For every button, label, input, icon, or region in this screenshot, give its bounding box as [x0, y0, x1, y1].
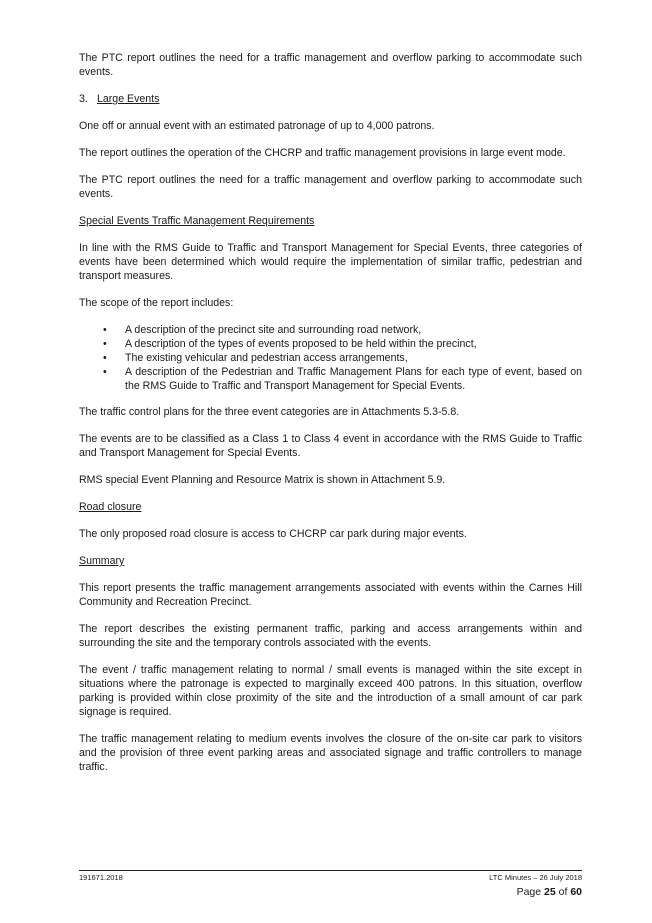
paragraph: One off or annual event with an estimated patronage of up to 4,000 patrons.: [79, 120, 435, 132]
paragraph: RMS special Event Planning and Resource Matrix is shown in Attachment 5.9.: [79, 474, 446, 486]
paragraph: This report presents the traffic management arrangements associated with events within the Carnes Hill Community and Recreation Precinct.: [79, 582, 582, 608]
footer-divider: [79, 870, 582, 871]
scope-bullet-list: [79, 323, 582, 393]
subheading-special-events: Special Events Traffic Management Requirements: [79, 215, 315, 227]
paragraph: The PTC report outlines the need for a traffic management and overflow parking to accommodate such events.: [79, 174, 582, 200]
document-body: [79, 51, 582, 787]
section-heading-large-events: [79, 92, 582, 106]
footer-reference: 191671.2018: [79, 873, 123, 882]
paragraph: The event / traffic management relating to normal / small events is managed within the site except in situations where the patronage is expected to marginally exceed 400 patrons. In this situation, overflow parking is provided within close proximity of the site and the introduction of a small amount of car park signage is required.: [79, 664, 582, 718]
list-item: • A description of the Pedestrian and Traffic Management Plans for each type of event, based on the RMS Guide to Traffic and Transport Management for Special Events.: [103, 366, 582, 392]
paragraph: The traffic management relating to medium events involves the closure of the on-site car park to visitors and the provision of three event parking areas and associated signage and traffic controllers to manage traffic.: [79, 733, 582, 773]
paragraph: The traffic control plans for the three event categories are in Attachments 5.3-5.8.: [79, 406, 460, 418]
list-item: • A description of the precinct site and surrounding road network,: [103, 324, 422, 336]
section-number: 3.: [79, 93, 88, 105]
paragraph: The report describes the existing permanent traffic, parking and access arrangements within and surrounding the site and the temporary controls associated with the events.: [79, 623, 582, 649]
list-item: • The existing vehicular and pedestrian access arrangements,: [103, 352, 408, 364]
paragraph: The events are to be classified as a Class 1 to Class 4 event in accordance with the RMS Guide to Traffic and Transport Management for Special Events.: [79, 433, 582, 459]
page-number: Page 25 of 60: [516, 886, 582, 898]
bullet-icon: •: [103, 352, 107, 364]
paragraph: The scope of the report includes:: [79, 297, 234, 309]
subheading-summary: Summary: [79, 555, 125, 567]
bullet-icon: •: [103, 338, 107, 350]
section-title: Large Events: [97, 93, 160, 105]
subheading-road-closure: Road closure: [79, 501, 142, 513]
bullet-icon: •: [103, 324, 107, 336]
paragraph: The only proposed road closure is access to CHCRP car park during major events.: [79, 528, 467, 540]
paragraph: In line with the RMS Guide to Traffic and Transport Management for Special Events, three categories of events have been determined which would require the implementation of similar traffic, pedestrian and transport measures.: [79, 242, 582, 282]
paragraph: The report outlines the operation of the CHCRP and traffic management provisions in large event mode.: [79, 147, 566, 159]
paragraph: The PTC report outlines the need for a traffic management and overflow parking to accommodate such events.: [79, 52, 582, 78]
bullet-icon: •: [103, 366, 107, 378]
footer-minutes-date: LTC Minutes – 26 July 2018: [489, 873, 582, 882]
list-item: • A description of the types of events proposed to be held within the precinct,: [103, 338, 477, 350]
